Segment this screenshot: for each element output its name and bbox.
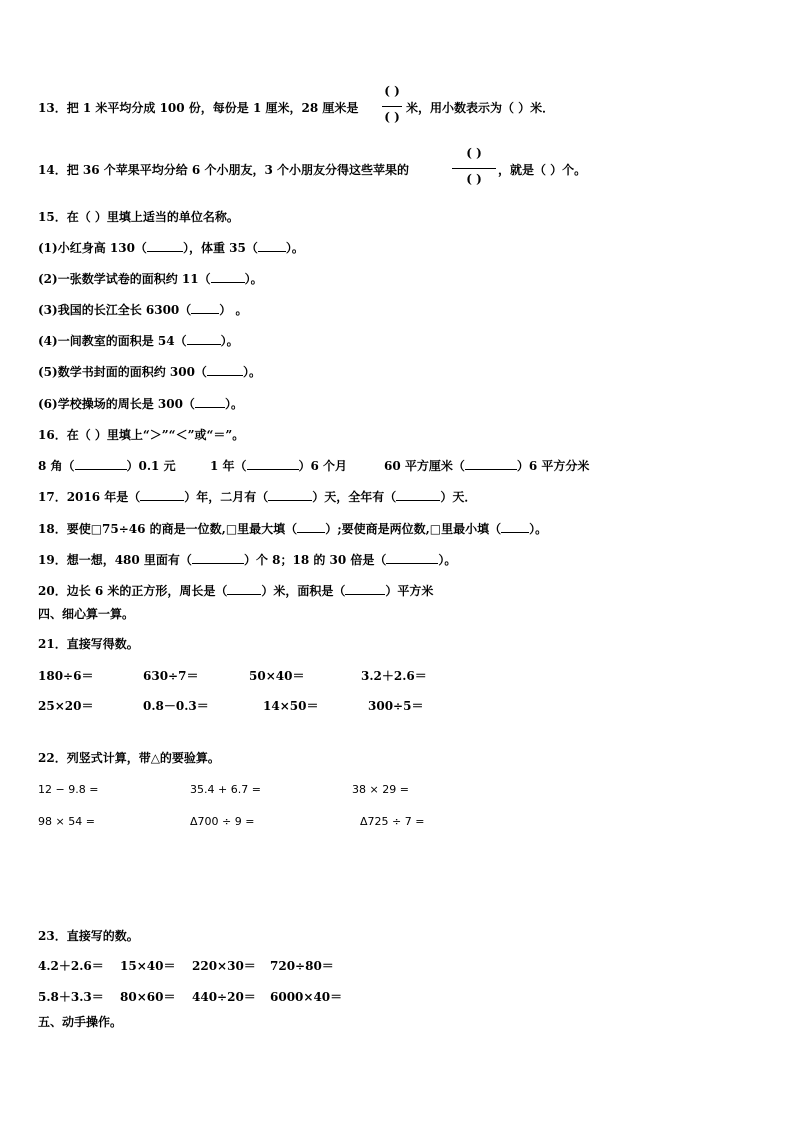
- q15-item-5-text-b: ）。: [242, 365, 261, 379]
- q15-item-4-blank[interactable]: [187, 333, 221, 345]
- section-5-heading: 五、动手操作。: [38, 1015, 123, 1029]
- q13-frac-bar: [382, 106, 402, 107]
- q23-title: 23．直接写的数。: [38, 929, 139, 943]
- q23-expr: 720÷80＝: [270, 959, 334, 973]
- q15-item-5-text-a: (5)数学书封面的面积约 300（: [38, 365, 207, 379]
- q16-compare-2: [210, 458, 347, 474]
- q17-blank-1[interactable]: [140, 489, 184, 501]
- q23-expr: 5.8＋3.3＝: [38, 990, 104, 1004]
- q15-item-6: [38, 396, 243, 412]
- q15-item-5-blank[interactable]: [207, 364, 243, 376]
- q22-expr: 35.4 + 6.7 =: [190, 783, 261, 796]
- q19-text-a: 19．想一想，480 里面有（: [38, 553, 192, 567]
- q16-compare-1-blank[interactable]: [75, 458, 127, 470]
- q22-expr: 12 − 9.8 =: [38, 783, 99, 796]
- q13-fraction[interactable]: [382, 84, 402, 130]
- q16-compare-3-right: ）6 平方分米: [516, 459, 590, 473]
- q13-frac-denominator: ( ): [384, 110, 400, 124]
- q22-title: 22．列竖式计算，带△的要验算。: [38, 751, 220, 765]
- q18-line: [38, 521, 547, 537]
- q15-item-3: [38, 302, 247, 318]
- q21-expr: 50×40＝: [249, 669, 305, 683]
- q18-text-c: ）。: [529, 522, 548, 536]
- q21-expr: 0.8－0.3＝: [143, 699, 209, 713]
- q23-expr: 80×60＝: [120, 990, 176, 1004]
- q15-item-4: [38, 333, 239, 349]
- q16-compare-3: [384, 458, 589, 474]
- q19-text-b: ）个 8；18 的 30 倍是（: [243, 553, 387, 567]
- q23-expr: 6000×40＝: [270, 990, 343, 1004]
- q13-frac-numerator: ( ): [384, 84, 400, 98]
- q22-expr: 38 × 29 =: [352, 783, 409, 796]
- q17-text-d: ）天．: [440, 490, 477, 504]
- q15-item-1: [38, 240, 304, 256]
- q16-compare-3-left: 60 平方厘米（: [384, 459, 465, 473]
- q15-item-4-text-b: ）。: [220, 334, 239, 348]
- q20-blank-1[interactable]: [227, 583, 261, 595]
- q20-text-b: ）米，面积是（: [261, 584, 346, 598]
- q15-item-4-text-a: (4)一间教室的面积是 54（: [38, 334, 187, 348]
- q21-expr: 300÷5＝: [368, 699, 424, 713]
- q23-expr: 220×30＝: [192, 959, 256, 973]
- q16-compare-3-blank[interactable]: [465, 458, 517, 470]
- q14-fraction[interactable]: [452, 146, 496, 192]
- q16-compare-2-right: ）6 个月: [298, 459, 348, 473]
- q21-title: 21．直接写得数。: [38, 637, 139, 651]
- q15-item-2-text-a: (2)一张数学试卷的面积约 11（: [38, 272, 211, 286]
- q19-blank-1[interactable]: [192, 552, 244, 564]
- q18-blank-2[interactable]: [501, 521, 529, 533]
- q15-item-6-text-b: ）。: [224, 397, 243, 411]
- q20-text-c: ）平方米: [385, 584, 434, 598]
- q19-text-c: ）。: [438, 553, 457, 567]
- q15-item-1-blank-1[interactable]: [147, 240, 183, 252]
- q13-text-b: 米，用小数表示为（ ）米．: [406, 101, 555, 115]
- q17-text-b: ）年，二月有（: [184, 490, 269, 504]
- q23-expr: 15×40＝: [120, 959, 176, 973]
- q17-text-c: ）天，全年有（: [312, 490, 397, 504]
- q16-compare-2-left: 1 年（: [210, 459, 247, 473]
- q22-expr: Δ725 ÷ 7 =: [360, 815, 425, 828]
- q13-text-a: 13．把 1 米平均分成 100 份，每份是 1 厘米，28 厘米是: [38, 101, 359, 115]
- q14-text-b: ，就是（ ）个。: [498, 163, 587, 177]
- q17-text-a: 17．2016 年是（: [38, 490, 141, 504]
- q15-item-2: [38, 271, 263, 287]
- q21-expr: 630÷7＝: [143, 669, 199, 683]
- q15-item-1-text-a: (1)小红身高 130（: [38, 241, 147, 255]
- q22-expr: Δ700 ÷ 9 =: [190, 815, 255, 828]
- q15-item-1-text-c: ）。: [285, 241, 304, 255]
- q20-line: [38, 583, 433, 599]
- q14-frac-numerator: ( ): [466, 146, 482, 160]
- q16-compare-1: [38, 458, 176, 474]
- q16-compare-1-right: ）0.1 元: [126, 459, 176, 473]
- q19-line: [38, 552, 456, 568]
- q15-title: 15．在（ ）里填上适当的单位名称。: [38, 210, 239, 224]
- q14-frac-denominator: ( ): [466, 172, 482, 186]
- q15-item-3-text-a: (3)我国的长江全长 6300（: [38, 303, 192, 317]
- q21-expr: 25×20＝: [38, 699, 94, 713]
- q17-line: [38, 489, 476, 505]
- q15-item-1-text-b: ），体重 35（: [182, 241, 258, 255]
- q15-item-2-text-b: ）。: [244, 272, 263, 286]
- q15-item-1-blank-2[interactable]: [258, 240, 286, 252]
- q23-expr: 4.2＋2.6＝: [38, 959, 104, 973]
- q13-line: [38, 100, 358, 116]
- q15-item-3-text-b: ） 。: [219, 303, 248, 317]
- q18-text-b: ）;要使商是两位数,□里最小填（: [325, 522, 502, 536]
- q14-frac-bar: [452, 168, 496, 169]
- q16-compare-1-left: 8 角（: [38, 459, 75, 473]
- q15-item-6-text-a: (6)学校操场的周长是 300（: [38, 397, 195, 411]
- q21-expr: 180÷6＝: [38, 669, 94, 683]
- section-4-heading: 四、细心算一算。: [38, 607, 135, 621]
- q15-item-6-blank[interactable]: [195, 396, 225, 408]
- q18-blank-1[interactable]: [297, 521, 325, 533]
- q16-compare-2-blank[interactable]: [247, 458, 299, 470]
- q15-item-3-blank[interactable]: [191, 302, 219, 314]
- q21-expr: 14×50＝: [263, 699, 319, 713]
- q17-blank-3[interactable]: [396, 489, 440, 501]
- q22-expr: 98 × 54 =: [38, 815, 95, 828]
- q23-expr: 440÷20＝: [192, 990, 256, 1004]
- q21-expr: 3.2＋2.6＝: [361, 669, 427, 683]
- q17-blank-2[interactable]: [268, 489, 312, 501]
- q14-text-a: 14．把 36 个苹果平均分给 6 个小朋友，3 个小朋友分得这些苹果的: [38, 163, 409, 177]
- q16-title: 16．在（ ）里填上“＞”“＜”或“＝”。: [38, 428, 245, 442]
- q20-blank-2[interactable]: [345, 583, 385, 595]
- q18-text-a: 18．要使□75÷46 的商是一位数,□里最大填（: [38, 522, 298, 536]
- q15-item-2-blank[interactable]: [211, 271, 245, 283]
- q19-blank-2[interactable]: [386, 552, 438, 564]
- q20-text-a: 20．边长 6 米的正方形，周长是（: [38, 584, 228, 598]
- q15-item-5: [38, 364, 261, 380]
